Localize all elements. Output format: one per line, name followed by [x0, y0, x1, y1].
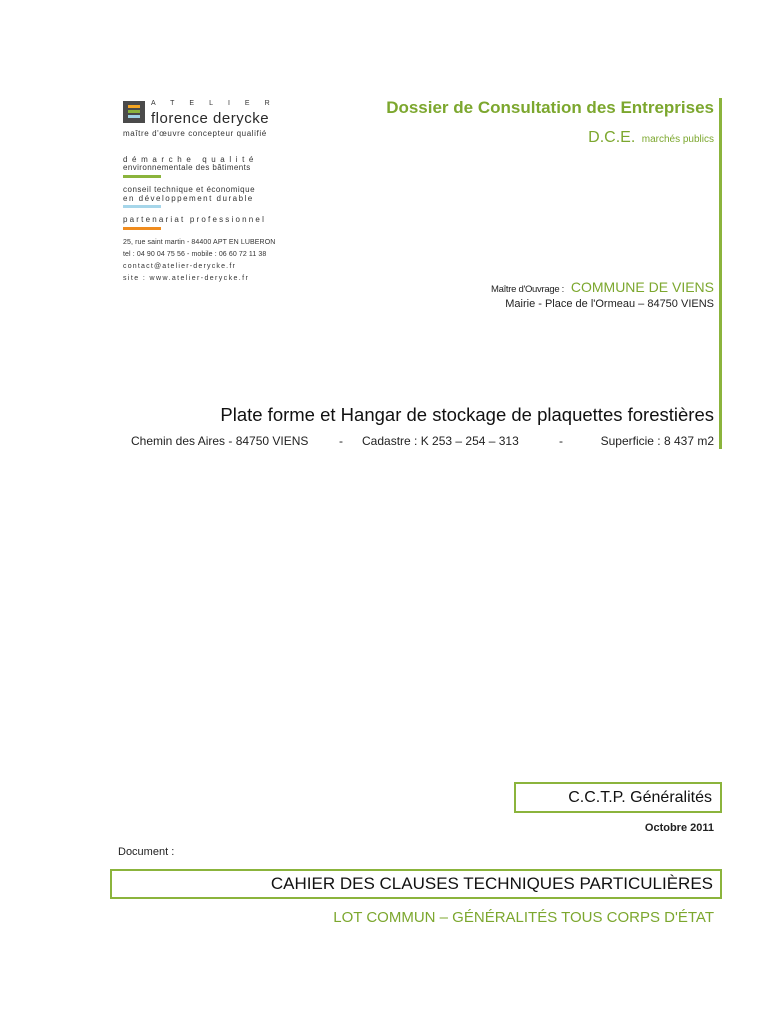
- letterhead-phone: tel : 04 90 04 75 56 - mobile : 06 60 72 11 38: [123, 251, 267, 258]
- letterhead-site: site : www.atelier-derycke.fr: [123, 275, 250, 282]
- tagline-partenariat: partenariat professionnel: [123, 215, 267, 224]
- document-label: Document :: [118, 846, 175, 858]
- document-title: CAHIER DES CLAUSES TECHNIQUES PARTICULIÈRES: [270, 874, 713, 893]
- project-separator: -: [559, 434, 563, 448]
- blue-divider: [123, 205, 161, 208]
- project-separator: -: [339, 434, 343, 448]
- dce-heading: [588, 129, 714, 147]
- project-title: Plate forme et Hangar de stockage de plaquettes forestières: [220, 404, 714, 425]
- project-superficie: Superficie : 8 437 m2: [600, 434, 714, 448]
- vertical-accent-rule: [719, 98, 722, 449]
- project-cadastre: Cadastre : K 253 – 254 – 313: [362, 434, 519, 448]
- logo-atelier-text: ATELIER: [151, 100, 285, 107]
- logo-subtitle: maître d'œuvre concepteur qualifié: [123, 129, 267, 138]
- lot-title: LOT COMMUN – GÉNÉRALITÉS TOUS CORPS D'ÉTAT: [333, 909, 714, 926]
- logo-brand-name: florence derycke: [151, 110, 270, 127]
- tagline-conseil: conseil technique et économique: [123, 185, 256, 194]
- green-divider: [123, 175, 161, 178]
- dce-subtitle: marchés publics: [641, 134, 714, 145]
- atelier-logo-icon: [123, 101, 145, 123]
- letterhead-contact: contact@atelier-derycke.fr: [123, 263, 237, 270]
- tagline-demarche: démarche qualité: [123, 155, 258, 164]
- letterhead-address: 25, rue saint martin - 84400 APT EN LUBERON: [123, 239, 276, 246]
- project-address: Chemin des Aires - 84750 VIENS: [131, 434, 309, 448]
- tagline-developpement: en développement durable: [123, 194, 254, 203]
- tagline-environnementale: environnementale des bâtiments: [123, 163, 251, 172]
- document-title-box: [110, 869, 722, 899]
- dossier-title: Dossier de Consultation des Entreprises: [386, 98, 714, 117]
- cctp-label-box: [514, 782, 722, 813]
- cctp-label: C.C.T.P. Généralités: [568, 788, 712, 806]
- orange-divider: [123, 227, 161, 230]
- maitre-ouvrage-label: Maître d'Ouvrage :: [491, 284, 564, 295]
- dce-main: D.C.E.: [588, 129, 636, 146]
- mairie-address: Mairie - Place de l'Ormeau – 84750 VIENS: [505, 298, 714, 310]
- document-date: Octobre 2011: [644, 822, 714, 834]
- maitre-ouvrage-value: COMMUNE DE VIENS: [570, 279, 714, 295]
- maitre-ouvrage: [491, 279, 714, 295]
